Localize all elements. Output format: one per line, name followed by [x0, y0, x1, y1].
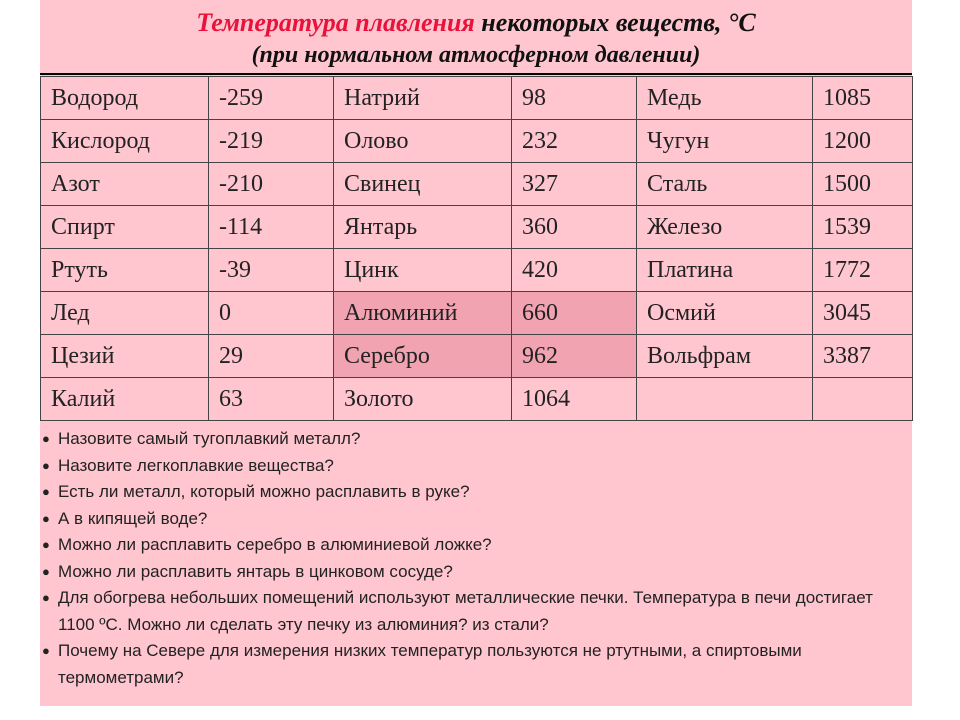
substance-cell: Осмий: [637, 292, 813, 335]
table-row: [41, 335, 913, 378]
table-row: [41, 77, 913, 120]
substance-cell: Железо: [637, 206, 813, 249]
substance-cell: Лед: [41, 292, 209, 335]
question-text: Можно ли расплавить янтарь в цинковом сосуде?: [58, 561, 453, 581]
temperature-cell: 29: [209, 335, 334, 378]
substance-cell: Свинец: [334, 163, 512, 206]
title-accent: Температура плавления: [196, 8, 475, 37]
list-item: [40, 479, 900, 506]
bullet-icon: ●: [42, 537, 50, 552]
bullet-icon: ●: [42, 590, 50, 605]
question-text: Можно ли расплавить серебро в алюминиевой ложке?: [58, 535, 492, 554]
table-row: [41, 206, 913, 249]
question-list: [40, 426, 900, 691]
table-row: [41, 378, 913, 421]
table-row: [41, 292, 913, 335]
temperature-cell: -259: [209, 77, 334, 120]
temperature-cell: 327: [512, 163, 637, 206]
list-item: [40, 506, 900, 533]
question-text: Назовите самый тугоплавкий металл?: [58, 429, 361, 448]
temperature-cell: 3045: [813, 292, 913, 335]
substance-cell: Золото: [334, 378, 512, 421]
highlighted-substance-cell: Алюминий: [334, 292, 512, 335]
table-row: [41, 163, 913, 206]
temperature-cell: 1085: [813, 77, 913, 120]
temperature-cell: 1772: [813, 249, 913, 292]
highlighted-temperature-cell: 962: [512, 335, 637, 378]
substance-cell: Цинк: [334, 249, 512, 292]
question-text: Есть ли металл, который можно расплавить в руке?: [58, 482, 470, 501]
temperature-cell: -114: [209, 206, 334, 249]
substance-cell: [637, 378, 813, 421]
list-item: [40, 638, 900, 691]
substance-cell: Янтарь: [334, 206, 512, 249]
highlighted-substance-cell: Серебро: [334, 335, 512, 378]
bullet-icon: ●: [42, 431, 50, 446]
substance-cell: Калий: [41, 378, 209, 421]
temperature-cell: 1064: [512, 378, 637, 421]
list-item: [40, 585, 900, 638]
temperature-cell: 360: [512, 206, 637, 249]
table-row: [41, 120, 913, 163]
substance-cell: Вольфрам: [637, 335, 813, 378]
temperature-cell: 232: [512, 120, 637, 163]
temperature-cell: [813, 378, 913, 421]
temperature-cell: 1200: [813, 120, 913, 163]
temperature-cell: -39: [209, 249, 334, 292]
bullet-icon: ●: [42, 563, 50, 579]
substance-cell: Сталь: [637, 163, 813, 206]
list-item: [40, 426, 900, 453]
question-text: Почему на Севере для измерения низких температур пользуются не ртутными, а спиртовыми термометрами?: [58, 641, 802, 687]
table-top-border: [40, 73, 912, 75]
substance-cell: Спирт: [41, 206, 209, 249]
list-item: [40, 532, 900, 559]
highlighted-temperature-cell: 660: [512, 292, 637, 335]
substance-cell: Ртуть: [41, 249, 209, 292]
table-row: [41, 249, 913, 292]
question-text: Назовите легкоплавкие вещества?: [58, 455, 334, 475]
title-rest: некоторых веществ, °С: [474, 8, 756, 37]
question-text: А в кипящей воде?: [58, 508, 208, 528]
bullet-icon: ●: [42, 643, 50, 658]
temperature-cell: 63: [209, 378, 334, 421]
substance-cell: Цезий: [41, 335, 209, 378]
page-subtitle: (при нормальном атмосферном давлении): [251, 42, 701, 68]
substance-cell: Натрий: [334, 77, 512, 120]
bullet-icon: ●: [42, 457, 50, 473]
temperature-cell: -219: [209, 120, 334, 163]
bullet-icon: ●: [42, 484, 50, 499]
substance-cell: Платина: [637, 249, 813, 292]
page-title: [40, 8, 912, 38]
temperature-cell: 1500: [813, 163, 913, 206]
temperature-cell: 0: [209, 292, 334, 335]
temperature-cell: 3387: [813, 335, 913, 378]
substance-cell: Азот: [41, 163, 209, 206]
temperature-cell: 98: [512, 77, 637, 120]
temperature-cell: 1539: [813, 206, 913, 249]
substance-cell: Медь: [637, 77, 813, 120]
temperature-cell: 420: [512, 249, 637, 292]
melting-point-table: [40, 76, 913, 421]
question-text: Для обогрева небольших помещений используют металлические печки. Температура в печи достигает 1100 ºС. Можно ли сделать эту печку из алюминия? из стали?: [58, 588, 873, 634]
list-item: [40, 559, 900, 586]
temperature-cell: -210: [209, 163, 334, 206]
substance-cell: Водород: [41, 77, 209, 120]
substance-cell: Кислород: [41, 120, 209, 163]
substance-cell: Чугун: [637, 120, 813, 163]
bullet-icon: ●: [42, 510, 50, 526]
substance-cell: Олово: [334, 120, 512, 163]
list-item: [40, 453, 900, 480]
